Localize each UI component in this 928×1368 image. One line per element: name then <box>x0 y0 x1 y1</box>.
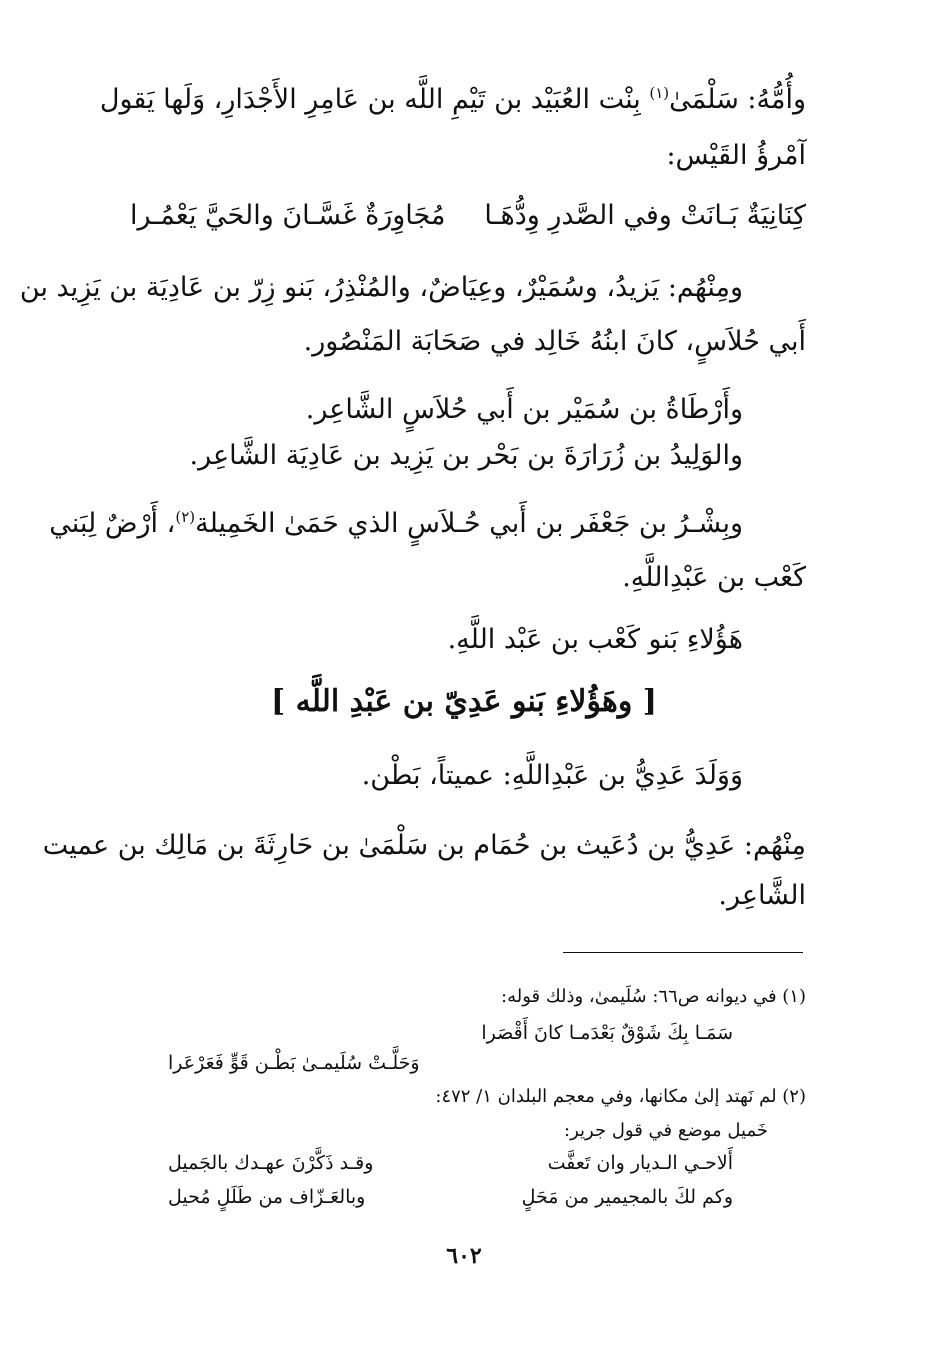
paragraph-mother-line-2: آمْرؤُ القَيْس: <box>666 140 806 171</box>
footnote-2-verse-2-h1: وكم لكَ بالمجيمير من مَحَلٍ <box>521 1186 733 1208</box>
verse-first-hemistich: كِنَانِيَةٌ بَـانَتْ وفي الصَّدرِ وِدُّهَـا <box>484 200 806 231</box>
footnote-2-verse-1-h2: وقـد ذَكَّرْنَ عهـدك بالجَميل <box>168 1152 374 1174</box>
paragraph-among-them-line-2: الشَّاعِر. <box>718 880 806 911</box>
footnote-2-line-2: خَميل موضع في قول جرير: <box>564 1120 768 1141</box>
verse-second-hemistich: مُجَاوِرَةٌ غَسَّـانَ والحَيَّ يَعْمُـرا <box>130 200 446 231</box>
footnote-2-verse-1-h1: أَلاحـي الـديار وان تَعفَّت <box>547 1152 733 1174</box>
paragraph-bishr-line-2: كَعْب بن عَبْدِاللَّهِ. <box>622 562 806 593</box>
footnote-ref-1[interactable]: (١) <box>649 84 670 102</box>
paragraph-sons-line-2: أَبي حُلاَسٍ، كانَ ابنُهُ خَالِد في صَحَابَة المَنْصُور. <box>303 326 806 357</box>
paragraph-adi-children: وَوَلَدَ عَدِيُّ بن عَبْدِاللَّهِ: عميتاً، بَطْن. <box>361 760 743 791</box>
paragraph-sons-line-1: ومِنْهُم: يَزيدُ، وسُمَيْرٌ، وعِيَاضٌ، والمُنْذِرُ، بَنو زِرّ بن عَادِيَة بن يَزِيد بن <box>19 272 743 303</box>
verse-kinaniyya <box>122 196 806 240</box>
paragraph-artat: وأَرْطَاةُ بن سُمَيْر بن أَبي حُلاَسٍ الشَّاعِر. <box>305 394 743 425</box>
paragraph-among-them-line-1: مِنْهُم: عَدِيُّ بن دُعَيث بن حُمَام بن سَلْمَىٰ بن حَارِثَةَ بن مَالِك بن عميت <box>42 830 806 861</box>
footnote-1-verse-h2: وَحَلَّـتْ سُلَيمـىٰ بَطْـن قَوٍّ فَعَرْعَرا <box>168 1052 420 1074</box>
paragraph-bishr-line-1: وبِشْـرُ بن جَعْفَر بن أَبي حُـلاَسٍ الذي حَمَىٰ الخَمِيلة$^{(٢)}$، أَرْضٌ لِبَني <box>49 508 743 539</box>
paragraph-walid: والوَلِيدُ بن زُرَارَةَ بن بَحْر بن يَزِيد بن عَادِيَة الشَّاعِر. <box>189 440 743 471</box>
page-number: ٦٠٢ <box>446 1243 482 1269</box>
footnote-1-title: (١) في ديوانه ص٦٦: سُلَيمىٰ، وذلك قوله: <box>501 986 806 1007</box>
section-heading: [ وهَؤُلاءِ بَنو عَدِيّ بن عَبْدِ اللَّه ] <box>271 684 657 719</box>
footnote-divider <box>563 952 803 953</box>
paragraph-summary: هَؤُلاءِ بَنو كَعْب بن عَبْد اللَّهِ. <box>447 624 743 655</box>
footnote-2-title: (٢) لم نَهتد إلىٰ مكانها، وفي معجم البلدان ١/ ٤٧٢: <box>435 1086 806 1107</box>
footnote-ref-2[interactable]: (٢) <box>175 508 196 526</box>
footnote-2-verse-2-h2: وبالعَـزّاف من طَلَلٍ مُحيل <box>168 1186 366 1208</box>
paragraph-mother-line-1: وأُمُّهُ: سَلْمَىٰ$^{(١)}$ بِنْت العُبَيْد بن تَيْمِ اللَّه بن عَامِرِ الأَجْدَارِ، وَلَها يَقول <box>99 84 806 115</box>
footnote-1-verse-h1: سَمَـا بِكَ شَوْقٌ بَعْدَمـا كانَ أَقْصَرا <box>481 1022 733 1044</box>
